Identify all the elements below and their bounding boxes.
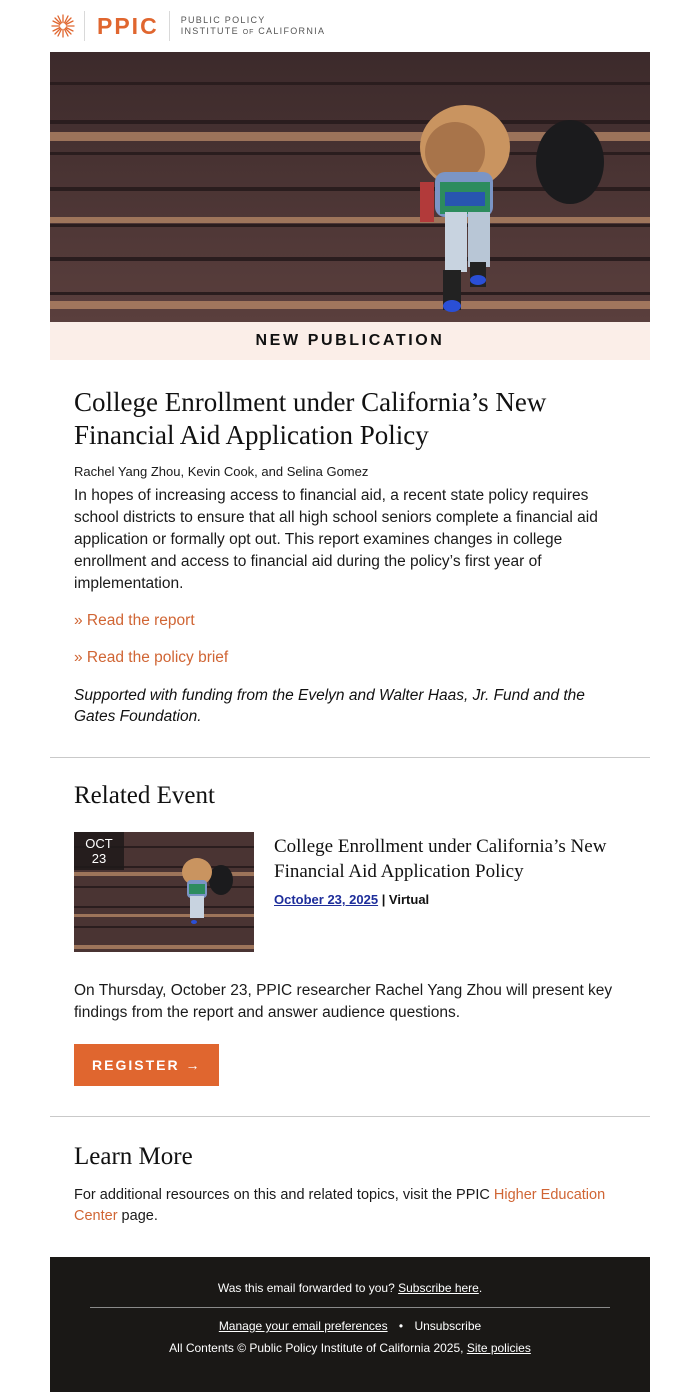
related-event-section: [50, 758, 650, 1086]
event-day: 23: [91, 851, 107, 866]
learn-more-section: [50, 1117, 650, 1227]
footer-forwarded-text: Was this email forwarded to you?: [217, 1281, 399, 1295]
email-header: [50, 0, 650, 52]
event-card: [74, 832, 626, 952]
read-report-link[interactable]: » Read the report: [74, 612, 195, 629]
manage-preferences-link[interactable]: Manage your email preferences: [218, 1319, 388, 1333]
footer-copyright-line: [50, 1341, 650, 1355]
subscribe-link[interactable]: Subscribe here: [398, 1281, 479, 1295]
event-meta: [274, 892, 626, 907]
logo-divider: [169, 11, 170, 41]
org-name-line2: [181, 26, 326, 38]
higher-education-center-link[interactable]: Higher Education Center: [74, 1187, 606, 1224]
publication-title[interactable]: College Enrollment under California’s New Financial Aid Application Policy: [74, 387, 547, 450]
learn-more-text-after: page.: [117, 1208, 158, 1224]
funding-note: Supported with funding from the Evelyn and Walter Haas, Jr. Fund and the Gates Foundation.: [74, 687, 585, 725]
footer-period: .: [478, 1281, 483, 1295]
event-date-link[interactable]: October 23, 2025: [274, 892, 379, 907]
email-footer: [50, 1257, 650, 1392]
event-format: | Virtual: [381, 892, 430, 907]
hero-image[interactable]: [50, 52, 650, 322]
banner-label: NEW PUBLICATION: [255, 332, 445, 349]
event-info: [274, 832, 626, 952]
learn-more-text: [74, 1185, 626, 1227]
footer-links: [50, 1319, 650, 1337]
ppic-wordmark[interactable]: PPIC: [97, 12, 159, 39]
learn-more-text-before: For additional resources on this and related topics, visit the PPIC: [74, 1187, 494, 1203]
email-container: [50, 0, 650, 1392]
new-publication-banner: [50, 322, 650, 360]
event-title[interactable]: College Enrollment under California’s New Financial Aid Application Policy: [274, 836, 607, 882]
publication-section: [50, 360, 650, 727]
site-policies-link[interactable]: Site policies: [466, 1341, 531, 1355]
org-name-institute: INSTITUTE: [180, 25, 239, 36]
publication-authors: Rachel Yang Zhou, Kevin Cook, and Selina Gomez: [74, 464, 369, 479]
footer-bullet: •: [398, 1319, 404, 1333]
read-policy-brief-link[interactable]: » Read the policy brief: [74, 649, 229, 666]
org-name-line1: PUBLIC POLICY: [180, 14, 266, 25]
org-name-california: CALIFORNIA: [258, 25, 326, 36]
ppic-sunburst-icon: [50, 13, 76, 39]
event-month: OCT: [85, 836, 113, 851]
footer-copyright: All Contents © Public Policy Institute of California 2025,: [169, 1341, 467, 1355]
learn-more-heading: Learn More: [74, 1143, 193, 1170]
logo-divider: [84, 11, 85, 41]
org-name: [181, 15, 326, 38]
event-date-badge: [74, 832, 124, 870]
footer-divider: [90, 1307, 610, 1308]
register-button[interactable]: REGISTER →: [74, 1044, 219, 1086]
org-name-of: OF: [242, 28, 255, 36]
unsubscribe-link[interactable]: Unsubscribe: [414, 1319, 482, 1333]
event-thumbnail[interactable]: [74, 832, 254, 952]
event-description: On Thursday, October 23, PPIC researcher Rachel Yang Zhou will present key findings from the report and answer audience questions.: [74, 982, 613, 1021]
related-event-heading: Related Event: [74, 782, 215, 809]
publication-summary: In hopes of increasing access to financial aid, a recent state policy requires school districts to ensure that all high school seniors complete a financial aid application or formally opt out. This report examines changes in college enrollment and access to financial aid during the policy’s first year of implementation.: [74, 487, 598, 592]
hero-illustration: [50, 52, 650, 322]
footer-forwarded-line: [50, 1257, 650, 1301]
